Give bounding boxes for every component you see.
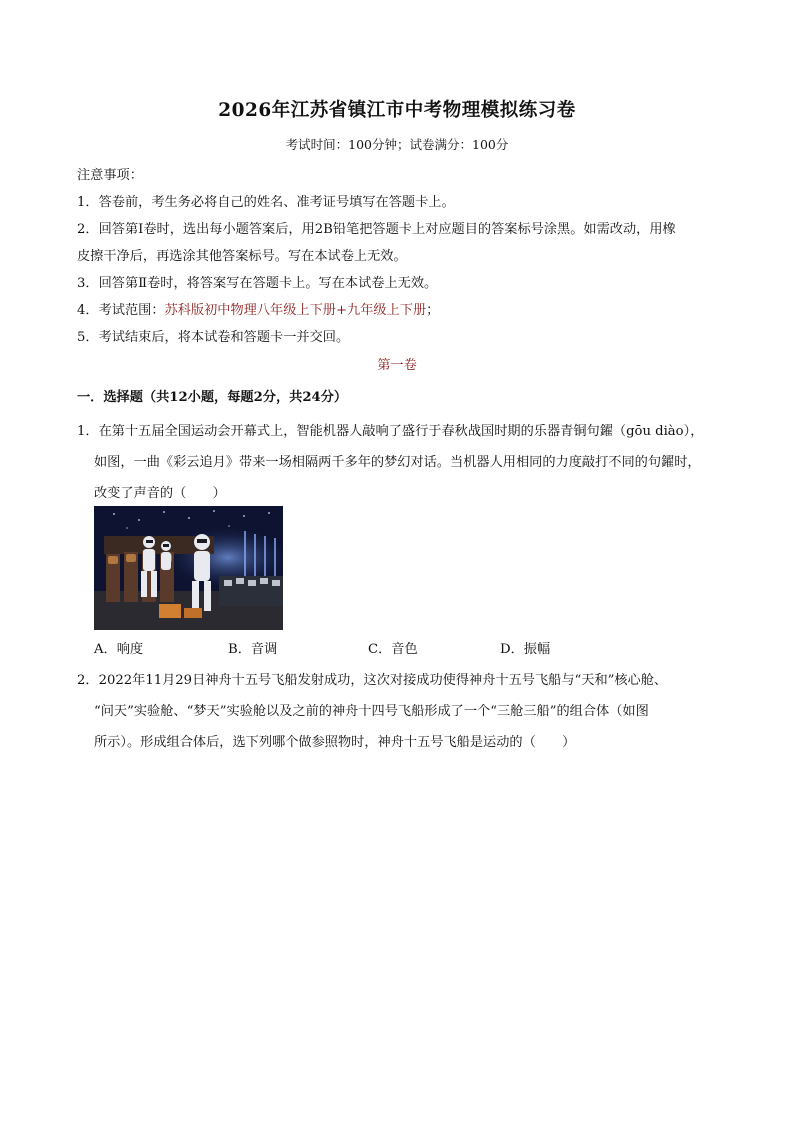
question-2-line-2: “问天”实验舱、“梦天”实验舱以及之前的神舟十四号飞船形成了一个“三舱三船”的组合体（如图: [94, 704, 649, 719]
q1-option-d[interactable]: D．振幅: [500, 642, 551, 657]
q1-option-a[interactable]: A．响度: [94, 642, 144, 657]
q1-option-b[interactable]: B．音调: [228, 642, 278, 657]
robot-performance-photo: [94, 506, 283, 630]
notice-item-2-continued: 皮擦干净后，再选涂其他答案标号。写在本试卷上无效。: [77, 249, 407, 264]
notice-heading: 注意事项：: [77, 168, 143, 183]
notice-item-3: 3．回答第Ⅱ卷时，将答案写在答题卡上。写在本试卷上无效。: [77, 276, 438, 291]
question-2-line-1: 2．2022年11月29日神舟十五号飞船发射成功，这次对接成功使得神舟十五号飞船与“天和”核心舱、: [77, 673, 668, 688]
section-heading: 一．选择题（共12小题，每题2分，共24分）: [77, 390, 348, 405]
exam-time-info: 考试时间：100分钟；试卷满分：100分: [285, 137, 509, 152]
robot-performance-illustration: [94, 506, 283, 630]
notice-item-4: [77, 299, 439, 318]
notice-item-5: 5．考试结束后，将本试卷和答题卡一并交回。: [77, 330, 350, 345]
exam-scope: 苏科版初中物理八年级上下册+九年级上下册: [164, 303, 427, 318]
question-1-line-2: 如图，一曲《彩云追月》带来一场相隔两千多年的梦幻对话。当机器人用相同的力度敲打不同的句鑃时，: [94, 455, 701, 470]
question-2-line-3: 所示）。形成组合体后，选下列哪个做参照物时，神舟十五号飞船是运动的（ ）: [94, 735, 576, 750]
exam-title: 2026年江苏省镇江市中考物理模拟练习卷: [218, 100, 576, 121]
question-1-options: [94, 638, 614, 658]
question-1-line-1: 1．在第十五届全国运动会开幕式上，智能机器人敲响了盛行于春秋战国时期的乐器青铜句鑃（gōu diào），: [77, 424, 704, 439]
notice-item-1: 1．答卷前，考生务必将自己的姓名、准考证号填写在答题卡上。: [77, 195, 455, 210]
notice-item-4-suffix: ；: [426, 303, 440, 318]
q1-option-c[interactable]: C．音色: [368, 642, 418, 657]
volume-label: 第一卷: [377, 358, 417, 373]
notice-item-4-prefix: 4．考试范围：: [77, 303, 165, 318]
notice-item-2: 2．回答第Ⅰ卷时，选出每小题答案后，用2B铅笔把答题卡上对应题目的答案标号涂黑。如需改动，用橡: [77, 222, 676, 237]
question-1-line-3: 改变了声音的（ ）: [94, 486, 226, 501]
